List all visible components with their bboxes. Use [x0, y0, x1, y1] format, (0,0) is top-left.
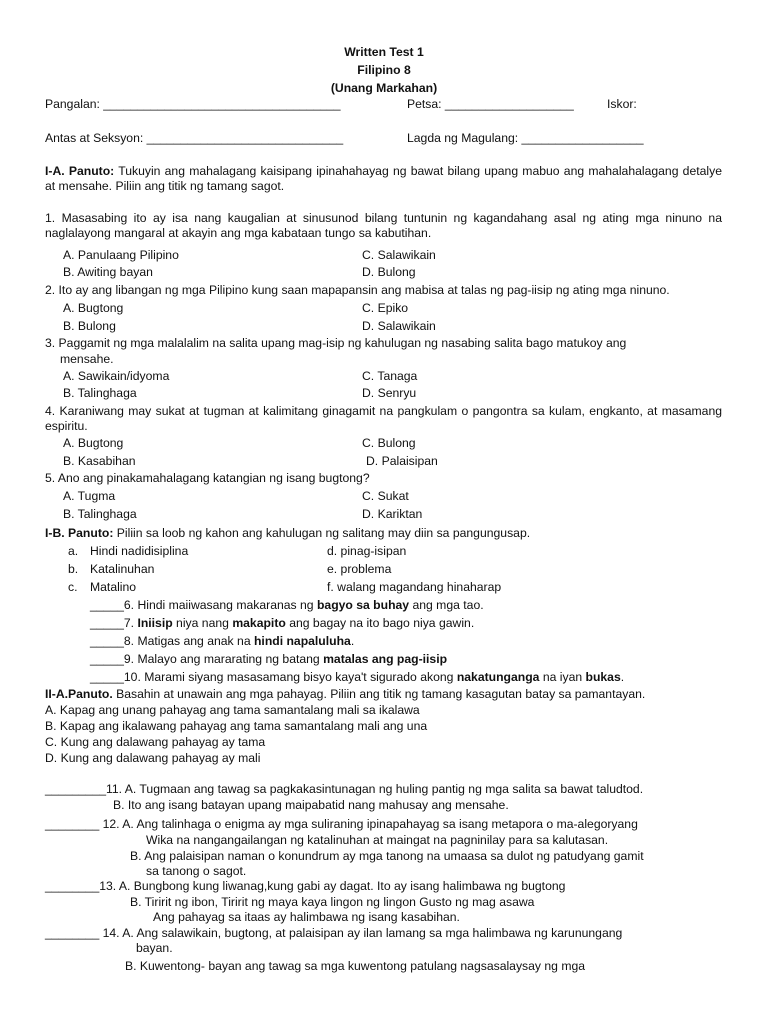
question-1: 1. Masasabing ito ay isa nang kaugalian at sinusunod bilang tuntunin ng kagandahang asal ng ating mga ninuno na naglalayong mangaral at akayin ang mga kabataan tungo sa kabutihan. [45, 211, 722, 240]
q1-choice-c: C. Salawikain [362, 248, 436, 262]
q3-choice-a: A. Sawikain/idyoma [63, 369, 170, 383]
q5-choice-b: B. Talinghaga [63, 507, 137, 521]
q4-choice-d: D. Palaisipan [366, 454, 438, 468]
item-11-b: B. Ito ang isang batayan upang maipabatid nang mahusay ang mensahe. [113, 798, 509, 812]
item-11-a: _________11. A. Tugmaan ang tawag sa pagkakasintunagan ng huling pantig ng mga salita sa bawat taludtod. [45, 782, 644, 796]
part-ib-instructions: I-B. Panuto: Piliin sa loob ng kahon ang kahulugan ng salitang may diin sa pangungusap. [45, 526, 531, 540]
name-field: Pangalan: ___________________________________ [45, 97, 341, 111]
section-field: Antas at Seksyon: _____________________________ [45, 131, 344, 145]
test-subject: Filipino 8 [357, 63, 411, 77]
date-field: Petsa: ___________________ [407, 97, 574, 111]
part-ia-instructions: I-A. Panuto: Tukuyin ang mahalagang kaisipang ipinahahayag ng bawat bilang upang mabuo ang mahalahalagang detalye at mensahe. Piliin ang titik ng tamang sagot. [45, 164, 722, 193]
item-12-a-cont: Wika na nangangailangan ng katalinuhan at maingat na pagninilay para sa kalutasan. [146, 833, 609, 847]
item-13-b-cont: Ang pahayag sa itaas ay halimbawa ng isang kasabihan. [153, 910, 460, 924]
q4-choice-b: B. Kasabihan [63, 454, 136, 468]
question-5: 5. Ano ang pinakamahalagang katangian ng isang bugtong? [45, 471, 370, 485]
iia-key-b: B. Kapag ang ikalawang pahayag ang tama samantalang mali ang una [45, 719, 428, 733]
q5-choice-c: C. Sukat [362, 489, 409, 503]
q1-choice-b: B. Awiting bayan [63, 265, 153, 279]
ib-option-a-letter: a. [68, 544, 79, 558]
item-12-b: B. Ang palaisipan naman o konundrum ay mga tanong na umaasa sa dulot ng patudyang gamit [130, 849, 644, 863]
part-iia-instructions: II-A.Panuto. Basahin at unawain ang mga pahayag. Piliin ang titik ng tamang kasagutan batay sa pamantayan. [45, 687, 646, 701]
parent-signature-field: Lagda ng Magulang: __________________ [407, 131, 644, 145]
question-2: 2. Ito ay ang libangan ng mga Pilipino kung saan mapapansin ang mabisa at talas ng pag-iisip ng ating mga ninuno. [45, 283, 670, 297]
item-10: _____10. Marami siyang masasamang bisyo kaya't sigurado akong nakatunganga na iyan bukas. [90, 670, 625, 684]
item-13-a: ________13. A. Bungbong kung liwanag,kung gabi ay dagat. Ito ay isang halimbawa ng bugtong [45, 879, 566, 893]
q3-choice-b: B. Talinghaga [63, 386, 137, 400]
score-field: Iskor: [607, 97, 637, 111]
q3-choice-d: D. Senryu [362, 386, 417, 400]
iia-key-a: A. Kapag ang unang pahayag ang tama samantalang mali sa ikalawa [45, 703, 420, 717]
q1-choice-d: D. Bulong [362, 265, 416, 279]
item-12-a: ________ 12. A. Ang talinhaga o enigma ay mga suliraning ipinapahayag sa isang metapora o ma-alegoryang [45, 817, 638, 831]
item-8: _____8. Matigas ang anak na hindi napaluluha. [90, 634, 355, 648]
ib-option-b: Katalinuhan [90, 562, 155, 576]
q4-choice-c: C. Bulong [362, 436, 416, 450]
item-14-a: ________ 14. A. Ang salawikain, bugtong, at palaisipan ay ilan lamang sa mga halimbawa ng karunungang [45, 926, 623, 940]
iia-key-c: C. Kung ang dalawang pahayag ay tama [45, 735, 266, 749]
q2-choice-d: D. Salawikain [362, 319, 436, 333]
ib-option-b-letter: b. [68, 562, 79, 576]
test-quarter: (Unang Markahan) [330, 81, 438, 95]
q5-choice-a: A. Tugma [63, 489, 116, 503]
ib-option-c-letter: c. [68, 580, 78, 594]
q2-choice-a: A. Bugtong [63, 301, 124, 315]
item-9: _____9. Malayo ang mararating ng batang matalas ang pag-iisip [90, 652, 448, 666]
q2-choice-b: B. Bulong [63, 319, 116, 333]
q1-choice-a: A. Panulaang Pilipino [63, 248, 179, 262]
ib-option-c: Matalino [90, 580, 137, 594]
ib-option-f: f. walang magandang hinaharap [327, 580, 502, 594]
test-title: Written Test 1 [344, 45, 424, 59]
ib-option-a: Hindi nadidisiplina [90, 544, 189, 558]
question-4: 4. Karaniwang may sukat at tugman at kalimitang ginagamit na pangkulam o pangontra sa kulam, engkanto, at masamang espiritu. [45, 404, 722, 433]
question-3-cont: mensahe. [60, 352, 114, 366]
ib-option-e: e. problema [327, 562, 392, 576]
iia-key-d: D. Kung ang dalawang pahayag ay mali [45, 751, 261, 765]
item-6: _____6. Hindi maiiwasang makaranas ng bagyo sa buhay ang mga tao. [90, 598, 484, 612]
item-13-b: B. Tiririt ng ibon, Tiririt ng maya kaya lingon ng lingon Gusto ng mag asawa [130, 895, 535, 909]
q3-choice-c: C. Tanaga [362, 369, 418, 383]
item-7: _____7. Iniisip niya nang makapito ang bagay na ito bago niya gawin. [90, 616, 475, 630]
item-14-a-cont: bayan. [136, 941, 173, 955]
q5-choice-d: D. Kariktan [362, 507, 423, 521]
q2-choice-c: C. Epiko [362, 301, 409, 315]
item-12-b-cont: sa tanong o sagot. [146, 864, 247, 878]
item-14-b: B. Kuwentong- bayan ang tawag sa mga kuwentong patulang nagsasalaysay ng mga [125, 959, 586, 973]
question-3: 3. Paggamit ng mga malalalim na salita upang mag-isip ng kahulugan ng nasabing salita bago matukoy ang [45, 336, 627, 350]
ib-option-d: d. pinag-isipan [327, 544, 407, 558]
q4-choice-a: A. Bugtong [63, 436, 124, 450]
